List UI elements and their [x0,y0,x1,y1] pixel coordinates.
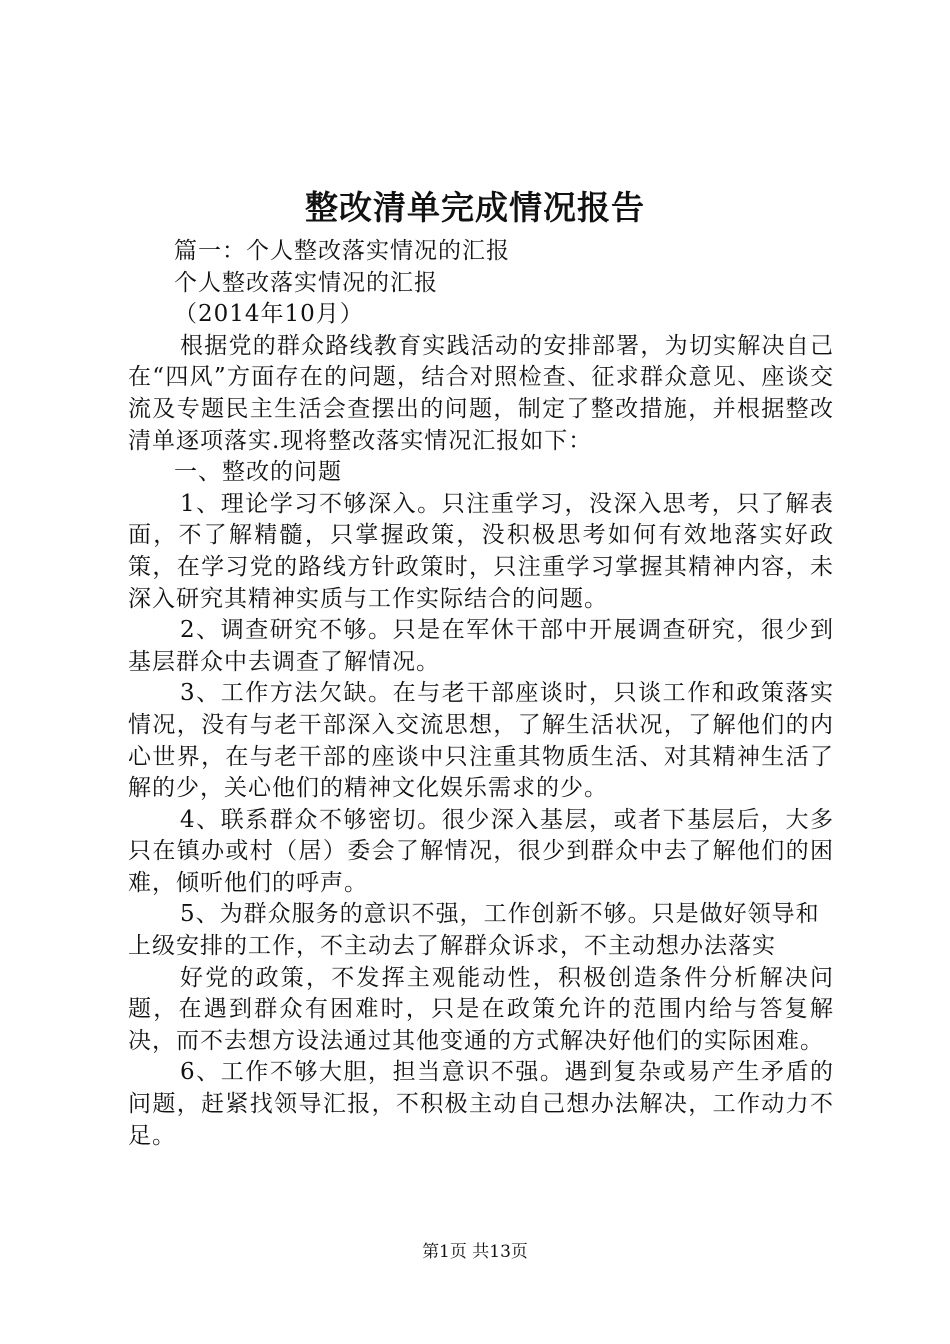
intro-paragraph: 根据党的群众路线教育实践活动的安排部署，为切实解决自己在“四风”方面存在的问题，结合对照检查、征求群众意见、座谈交流及专题民主生活会查摆出的问题，制定了整改措施，并根据整改清单逐项落实.现将整改落实情况汇报如下： [128,332,834,454]
issues-heading: 一、整改的问题 [174,459,342,486]
issue-paragraph: 3、工作方法欠缺。在与老干部座谈时，只谈工作和政策落实情况，没有与老干部深入交流思想，了解生活状况，了解他们的内心世界，在与老干部的座谈中只注重其物质生活、对其精神生活了解的少，关心他们的精神文化娱乐需求的少。 [128,680,834,802]
subtitle: 个人整改落实情况的汇报 [174,269,438,296]
continuation-paragraph: 好党的政策，不发挥主观能动性，积极创造条件分析解决问题，在遇到群众有困难时，只是在政策允许的范围内给与答复解决，而不去想方设法通过其他变通的方式解决好他们的实际困难。 [128,964,834,1054]
issue-paragraph: 5、为群众服务的意识不强，工作创新不够。只是做好领导和上级安排的工作，不主动去了解群众诉求，不主动想办法落实 [128,901,820,960]
issue-paragraph: 4、联系群众不够密切。很少深入基层，或者下基层后，大多只在镇办或村（居）委会了解情况，很少到群众中去了解他们的困难，倾听他们的呼声。 [128,806,834,896]
issue-paragraph: 1、理论学习不够深入。只注重学习，没深入思考，只了解表面，不了解精髓，只掌握政策，没积极思考如何有效地落实好政策，在学习党的路线方针政策时，只注重学习掌握其精神内容，未深入研究其精神实质与工作实际结合的问题。 [128,490,834,612]
date-line: （2014年10月） [174,301,364,328]
document-title: 整改清单完成情况报告 [305,188,645,227]
section-heading: 篇一：个人整改落实情况的汇报 [174,238,510,264]
issue-paragraph: 2、调查研究不够。只是在军休干部中开展调查研究，很少到基层群众中去调查了解情况。 [128,617,834,675]
document-body [128,236,834,1152]
page-number-footer: 第1页 共13页 [422,1242,528,1262]
issue-paragraph: 6、工作不够大胆，担当意识不强。遇到复杂或易产生矛盾的问题，赶紧找领导汇报，不积极主动自己想办法解决，工作动力不足。 [128,1059,834,1149]
